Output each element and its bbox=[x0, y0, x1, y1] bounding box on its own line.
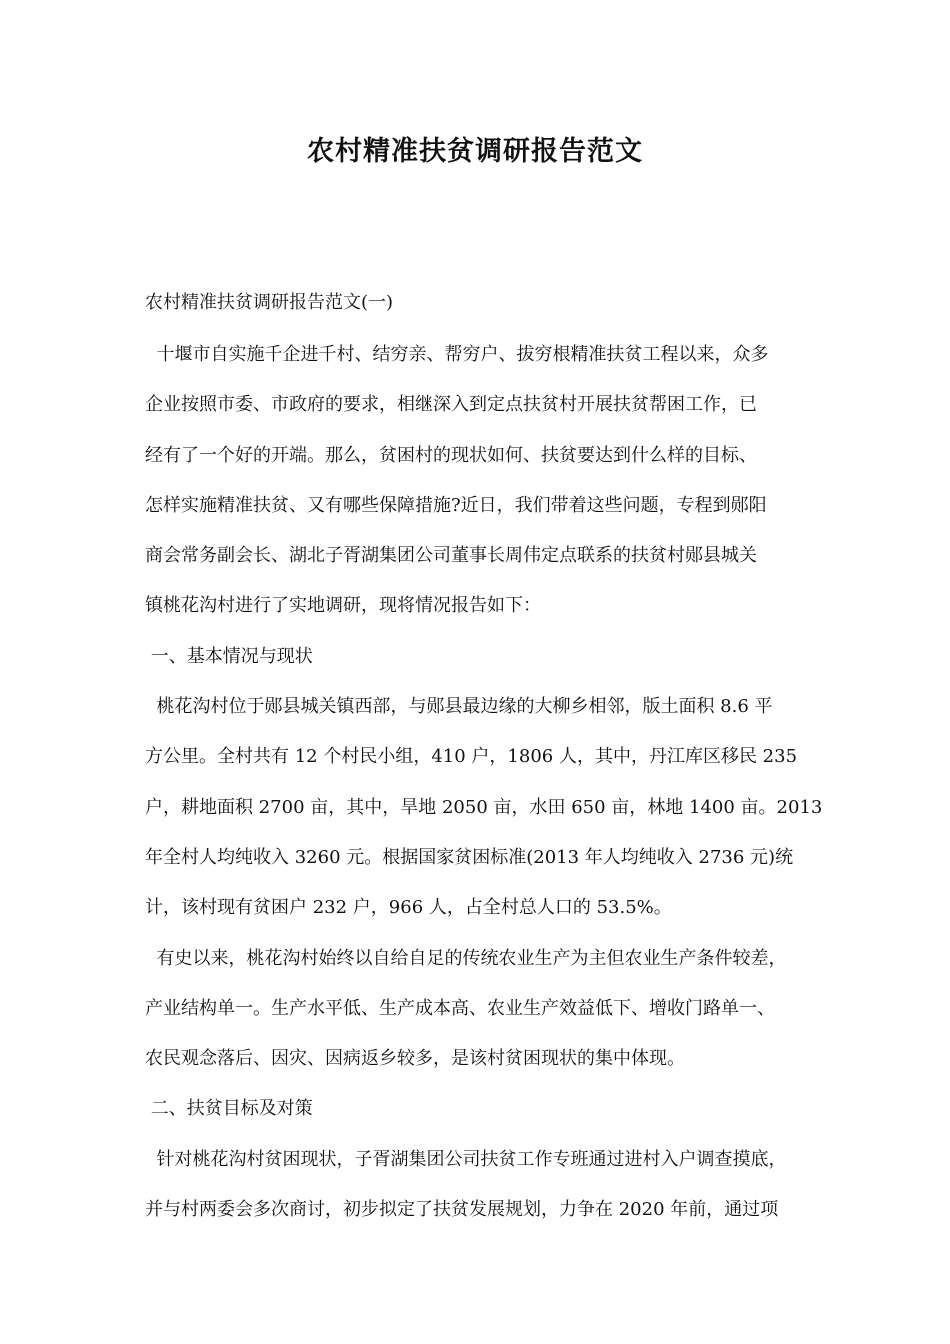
text-line: 产业结构单一。生产水平低、生产成本高、农业生产效益低下、增收门路单一、 bbox=[145, 997, 775, 1019]
text-line: 商会常务副会长、湖北子胥湖集团公司董事长周伟定点联系的扶贫村郧县城关 bbox=[145, 545, 757, 567]
text-line: 经有了一个好的开端。那么，贫困村的现状如何、扶贫要达到什么样的目标、 bbox=[145, 444, 757, 466]
document-title: 农村精准扶贫调研报告范文 bbox=[307, 136, 643, 167]
text-line: 方公里。全村共有 12 个村民小组，410 户，1806 人，其中，丹江库区移民 235 bbox=[145, 746, 798, 768]
text-line: 年全村人均纯收入 3260 元。根据国家贫困标准(2013 年人均纯收入 2736 元)统 bbox=[145, 846, 794, 868]
text-line: 计，该村现有贫困户 232 户，966 人，占全村总人口的 53.5%。 bbox=[145, 897, 672, 919]
section-heading: 二、扶贫目标及对策 bbox=[145, 1098, 313, 1120]
text-line: 农民观念落后、因灾、因病返乡较多，是该村贫困现状的集中体现。 bbox=[145, 1048, 685, 1070]
document-body bbox=[145, 330, 825, 1235]
text-line: 户，耕地面积 2700 亩，其中，旱地 2050 亩，水田 650 亩，林地 1400 亩。2013 bbox=[145, 796, 823, 818]
text-line: 镇桃花沟村进行了实地调研，现将情况报告如下： bbox=[145, 595, 541, 617]
text-line: 桃花沟村位于郧县城关镇西部，与郧县最边缘的大柳乡相邻，版土面积 8.6 平 bbox=[145, 696, 773, 718]
text-line: 企业按照市委、市政府的要求，相继深入到定点扶贫村开展扶贫帮困工作，已 bbox=[145, 394, 757, 416]
text-line: 十堰市自实施千企进千村、结穷亲、帮穷户、拔穷根精准扶贫工程以来，众多 bbox=[145, 344, 769, 365]
document-subtitle: 农村精准扶贫调研报告范文(一) bbox=[145, 292, 394, 313]
text-line: 并与村两委会多次商讨，初步拟定了扶贫发展规划，力争在 2020 年前，通过项 bbox=[145, 1199, 779, 1221]
text-line: 针对桃花沟村贫困现状，子胥湖集团公司扶贫工作专班通过进村入户调查摸底， bbox=[145, 1148, 787, 1170]
section-heading: 一、基本情况与现状 bbox=[145, 645, 313, 667]
text-line: 有史以来，桃花沟村始终以自给自足的传统农业生产为主但农业生产条件较差， bbox=[145, 947, 787, 969]
text-line: 怎样实施精准扶贫、又有哪些保障措施?近日，我们带着这些问题，专程到郧阳 bbox=[145, 494, 767, 516]
